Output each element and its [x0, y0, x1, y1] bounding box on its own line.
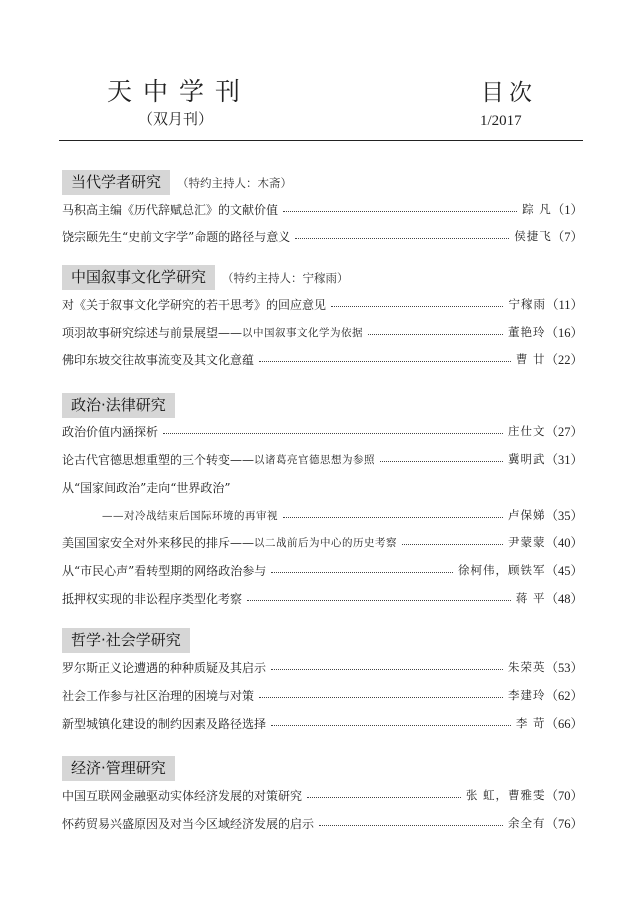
entry-page: （31）	[545, 453, 583, 467]
entry-title: 从“市民心声”看转型期的网络政治参与	[62, 563, 267, 578]
entry-page: （11）	[545, 298, 583, 312]
entry-title: 饶宗颐先生“史前文字学”命题的路径与意义	[62, 229, 291, 244]
toc-entry[interactable]	[62, 226, 583, 246]
dot-leader	[283, 517, 503, 518]
journal-frequency: （双月刊）	[138, 110, 214, 128]
entry-title: 论古代官德思想重塑的三个转变——	[62, 452, 255, 467]
section-header	[62, 628, 197, 653]
dot-leader	[247, 600, 511, 601]
section-header	[62, 265, 349, 290]
dot-leader	[368, 334, 503, 335]
dot-leader	[402, 544, 503, 545]
entry-title: 对《关于叙事文化学研究的若干思考》的回应意见	[62, 297, 327, 312]
entry-author: 侯捷飞	[514, 229, 552, 243]
entry-title: 美国国家安全对外来移民的排斥——	[62, 535, 255, 550]
dot-leader	[295, 238, 509, 239]
entry-title: 项羽故事研究综述与前景展望——	[62, 325, 243, 340]
entry-page: （45）	[545, 564, 583, 578]
entry-author: 朱荣英	[507, 660, 546, 674]
toc-entry-continuation[interactable]	[102, 505, 583, 525]
entry-page: （16）	[545, 326, 583, 340]
toc-entry[interactable]	[62, 199, 583, 219]
entry-title: 新型城镇化建设的制约因素及路径选择	[62, 716, 267, 731]
entry-page: （1）	[551, 203, 583, 217]
entry-title: 罗尔斯正义论遭遇的种种质疑及其启示	[62, 660, 267, 675]
entry-page: （22）	[545, 353, 583, 367]
entry-page: （53）	[545, 661, 583, 675]
entry-title: 中国互联网金融驱动实体经济发展的对策研究	[62, 788, 303, 803]
toc-entry[interactable]	[62, 813, 583, 833]
entry-page: （40）	[545, 536, 583, 550]
dot-leader	[271, 572, 453, 573]
entry-page: （35）	[545, 509, 583, 523]
entry-author: 宁稼雨	[508, 297, 546, 311]
section-title: 经济·管理研究	[62, 756, 175, 781]
section-header	[62, 170, 292, 195]
section-title: 哲学·社会学研究	[62, 628, 190, 653]
dot-leader	[283, 211, 517, 212]
entry-page: （70）	[545, 789, 583, 803]
entry-author: 董艳玲	[507, 325, 546, 339]
section-title: 政治·法律研究	[62, 393, 175, 418]
entry-title: 抵押权实现的非讼程序类型化考察	[62, 591, 243, 606]
entry-page: （27）	[545, 425, 583, 439]
entry-title: 政治价值内涵探析	[62, 424, 159, 439]
entry-page: （66）	[545, 717, 583, 731]
entry-author: 余全有	[507, 816, 546, 830]
toc-entry[interactable]	[62, 532, 583, 552]
toc-entry[interactable]	[62, 588, 583, 608]
entry-title: 马积高主编《历代辞赋总汇》的文献价值	[62, 202, 279, 217]
entry-page: （62）	[545, 689, 583, 703]
toc-entry[interactable]	[62, 685, 583, 705]
toc-entry[interactable]	[62, 477, 583, 497]
entry-subtitle: 以诸葛亮官德思想为参照	[254, 453, 376, 466]
entry-subtitle: 以中国叙事文化学为依据	[242, 326, 364, 339]
dot-leader	[259, 697, 503, 698]
dot-leader	[271, 669, 503, 670]
toc-entry[interactable]	[62, 449, 583, 469]
entry-page: （76）	[545, 817, 583, 831]
toc-entry[interactable]	[62, 560, 583, 580]
dot-leader	[319, 825, 503, 826]
entry-author: 卢保娣	[507, 508, 546, 522]
section-host: （特约主持人：宁稼雨）	[222, 270, 349, 285]
entry-title: 怀药贸易兴盛原因及对当今区域经济发展的启示	[62, 816, 315, 831]
entry-author: 踪 凡	[522, 202, 552, 216]
dot-leader	[380, 461, 503, 462]
toc-label: 目次	[481, 80, 537, 106]
toc-entry[interactable]	[62, 657, 583, 677]
toc-entry[interactable]	[62, 349, 583, 369]
entry-author: 张 虹，曹雅雯	[465, 788, 546, 802]
section-title: 中国叙事文化学研究	[62, 265, 215, 290]
dot-leader	[271, 725, 511, 726]
dot-leader	[259, 361, 511, 362]
section-title: 当代学者研究	[62, 170, 170, 195]
entry-subtitle: ——对冷战结束后国际环境的再审视	[102, 509, 278, 522]
toc-entry[interactable]	[62, 294, 583, 314]
entry-title: 从“国家间政治”走向“世界政治”	[62, 480, 231, 495]
entry-author: 庄仕文	[507, 424, 546, 438]
entry-author: 蒋 平	[515, 591, 546, 605]
issue-number: 1/2017	[480, 113, 522, 129]
entry-author: 曹 廿	[515, 352, 546, 366]
entry-author: 徐柯伟，顾铁军	[457, 563, 546, 577]
entry-title: 社会工作参与社区治理的困境与对策	[62, 688, 255, 703]
entry-page: （7）	[551, 230, 583, 244]
entry-author: 李 苛	[515, 716, 546, 730]
entry-subtitle: 以二战前后为中心的历史考察	[254, 536, 398, 549]
dot-leader	[331, 306, 503, 307]
toc-entry[interactable]	[62, 713, 583, 733]
section-host: （特约主持人：木斋）	[177, 175, 293, 190]
journal-title: 天中学刊	[107, 77, 252, 106]
dot-leader	[307, 797, 461, 798]
entry-author: 李建玲	[507, 688, 546, 702]
entry-author: 冀明武	[507, 452, 546, 466]
toc-entry[interactable]	[62, 785, 583, 805]
entry-author: 尹蒙蒙	[507, 535, 546, 549]
toc-entry[interactable]	[62, 421, 583, 441]
header-divider	[59, 140, 583, 141]
entry-page: （48）	[545, 592, 583, 606]
toc-entry[interactable]	[62, 322, 583, 342]
section-header	[62, 756, 182, 781]
dot-leader	[163, 433, 503, 434]
section-header	[62, 393, 182, 418]
entry-title: 佛印东坡交往故事流变及其文化意蕴	[62, 352, 255, 367]
